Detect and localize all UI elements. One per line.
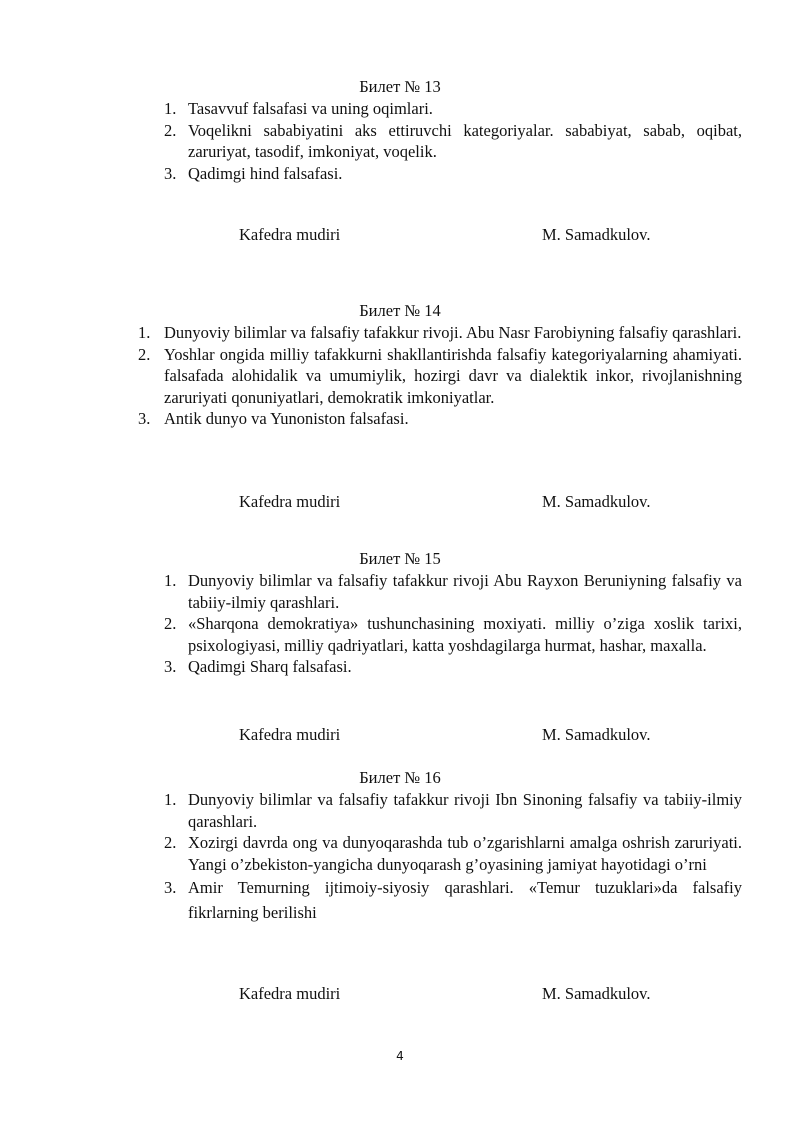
question-item xyxy=(138,408,742,430)
question-item xyxy=(164,120,742,163)
signature-title: Kafedra mudiri xyxy=(239,492,341,511)
question-text: Antik dunyo va Yunoniston falsafasi. xyxy=(164,409,409,428)
question-number: 3. xyxy=(164,878,177,897)
signature-name: M. Samadkulov. xyxy=(542,225,651,244)
question-list xyxy=(164,570,742,678)
question-text: Amir Temurning ijtimoiy-siyosiy qarashlari. «Temur tuzuklari»da falsafiy fikrlarning berilishi xyxy=(188,878,742,922)
question-text: Dunyoviy bilimlar va falsafiy tafakkur rivoji Ibn Sinoning falsafiy va tabiiy-ilmiy qarashlari. xyxy=(188,790,742,831)
question-item xyxy=(164,613,742,656)
question-item xyxy=(164,570,742,613)
question-number: 2. xyxy=(164,833,177,852)
question-number: 2. xyxy=(164,120,177,140)
question-text: Qadimgi hind falsafasi. xyxy=(188,163,343,183)
question-number: 1. xyxy=(138,323,151,342)
signature-title: Kafedra mudiri xyxy=(239,984,341,1003)
signature-title: Kafedra mudiri xyxy=(239,225,341,244)
signature-title: Kafedra mudiri xyxy=(239,725,341,744)
question-item xyxy=(164,163,742,185)
question-item xyxy=(138,344,742,409)
signature-line xyxy=(0,224,800,246)
question-number: 1. xyxy=(164,571,177,590)
question-text: Voqelikni sababiyatini aks ettiruvchi kategoriyalar. sababiyat, sabab, oqibat, zaruriyat, tasodif, imkoniyat, voqelik. xyxy=(188,120,742,161)
ticket-title: Билет № 16 xyxy=(359,768,441,787)
question-text: Dunyoviy bilimlar va falsafiy tafakkur rivoji. Abu Nasr Farobiyning falsafiy qarashlari. xyxy=(164,323,742,342)
question-text: Xozirgi davrda ong va dunyoqarashda tub o’zgarishlarni amalga oshrish zaruriyati. Yangi o’zbekiston-yangicha dunyoqarash g’oyasining jamiyat hayotidagi o’rni xyxy=(188,833,742,874)
question-text: Yoshlar ongida milliy tafakkurni shakllantirishda falsafiy kategoriyalarning ahamiyati. falsafada alohidalik va umumiylik, hozirgi davr va dialektik inkor, rivojlanishning zaruriyati qonuniyatlari, demokratik imkoniyatlar. xyxy=(164,344,742,407)
question-item xyxy=(164,789,742,832)
question-list xyxy=(164,98,742,184)
ticket-title: Билет № 15 xyxy=(359,549,441,568)
signature-line xyxy=(0,724,800,746)
question-text: Qadimgi Sharq falsafasi. xyxy=(188,657,352,676)
signature-line xyxy=(0,983,800,1005)
question-text: Tasavvuf falsafasi va uning oqimlari. xyxy=(188,99,433,118)
question-item xyxy=(164,832,742,875)
ticket-title: Билет № 14 xyxy=(359,301,441,320)
signature-name: M. Samadkulov. xyxy=(542,984,651,1003)
question-item xyxy=(164,656,742,678)
signature-name: M. Samadkulov. xyxy=(542,725,651,744)
question-number: 3. xyxy=(138,409,151,428)
ticket-title: Билет № 13 xyxy=(359,77,441,96)
question-item xyxy=(164,98,742,120)
question-number: 2. xyxy=(164,614,177,633)
signature-line xyxy=(0,491,800,513)
question-text: «Sharqona demokratiya» tushunchasining moxiyati. milliy o’ziga xoslik tarixi, psixologiyasi, milliy qadriyatlari, katta yoshdagilarga hurmat, hashar, maxalla. xyxy=(188,614,742,655)
question-text: Dunyoviy bilimlar va falsafiy tafakkur rivoji Abu Rayxon Beruniyning falsafiy va tabiiy-ilmiy qarashlari. xyxy=(188,571,742,612)
page-number: 4 xyxy=(396,1049,404,1063)
question-list xyxy=(164,789,742,925)
question-item xyxy=(138,322,742,344)
question-item xyxy=(164,875,742,925)
question-list xyxy=(138,322,742,430)
signature-name: M. Samadkulov. xyxy=(542,492,651,511)
question-number: 1. xyxy=(164,99,177,118)
question-number: 3. xyxy=(164,163,177,183)
question-number: 3. xyxy=(164,657,177,676)
question-number: 1. xyxy=(164,790,177,809)
question-number: 2. xyxy=(138,344,151,364)
